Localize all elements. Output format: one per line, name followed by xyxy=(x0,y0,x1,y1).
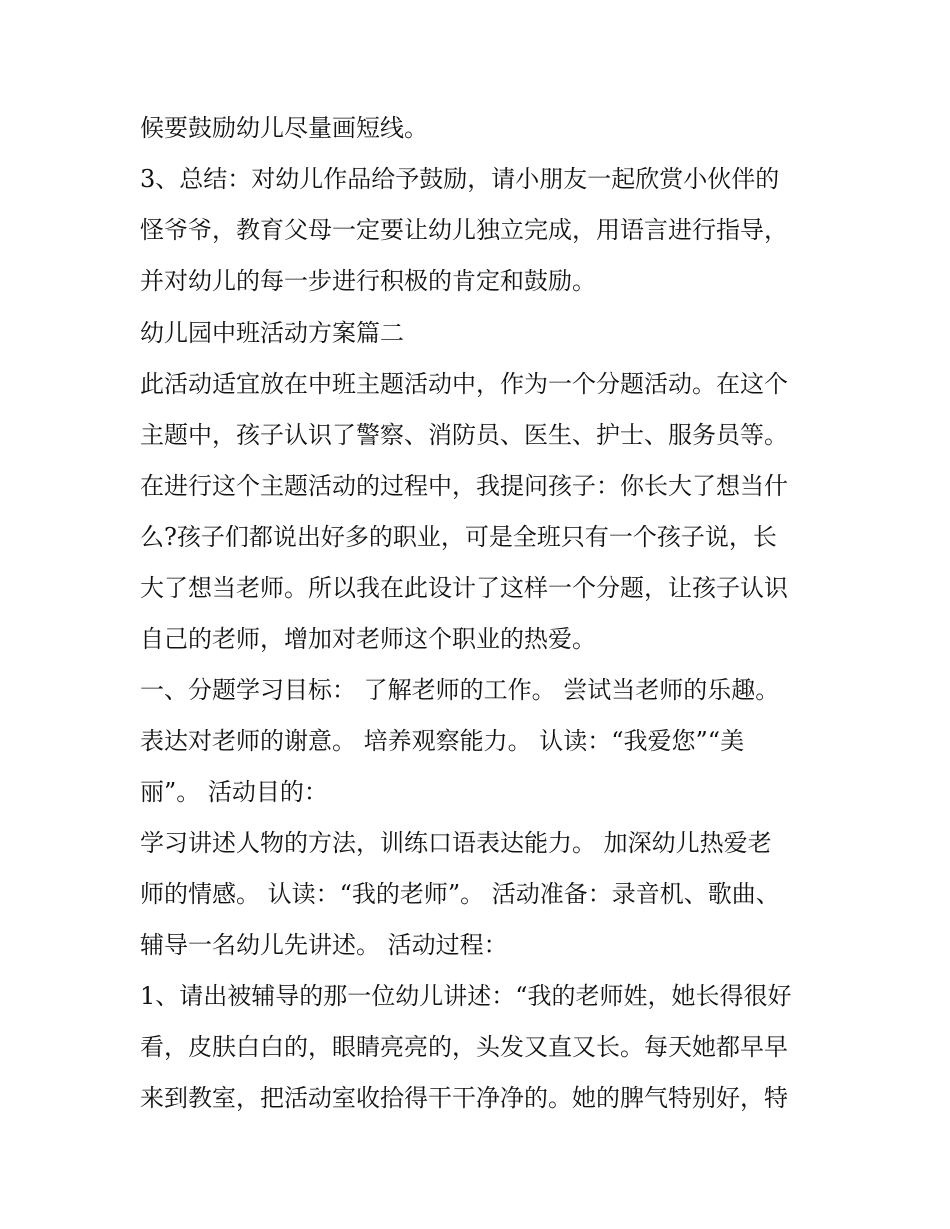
text-line: 学习讲述人物的方法，训练口语表达能力。 加深幼儿热爱老 xyxy=(140,829,772,857)
text-line: 候要鼓励幼儿尽量画短线。 xyxy=(140,114,428,142)
text-line: 表达对老师的谢意。 培养观察能力。 认读：“我爱您”“美 xyxy=(140,727,745,755)
text-line: 主题中，孩子认识了警察、消防员、医生、护士、服务员等。 xyxy=(140,421,788,449)
text-line: 此活动适宜放在中班主题活动中，作为一个分题活动。在这个 xyxy=(140,370,788,398)
text-line: 辅导一名幼儿先讲述。 活动过程： xyxy=(140,931,508,959)
text-line: 在进行这个主题活动的过程中，我提问孩子：你长大了想当什 xyxy=(140,472,788,500)
text-line: 自己的老师，增加对老师这个职业的热爱。 xyxy=(140,625,596,653)
text-line: 怪爷爷，教育父母一定要让幼儿独立完成，用语言进行指导， xyxy=(140,216,788,244)
text-line: 大了想当老师。所以我在此设计了这样一个分题，让孩子认识 xyxy=(140,574,788,602)
text-line: 并对幼儿的每一步进行积极的肯定和鼓励。 xyxy=(140,267,596,295)
text-line: 看，皮肤白白的，眼睛亮亮的，头发又直又长。每天她都早早 xyxy=(140,1033,788,1061)
text-line: 3、总结：对幼儿作品给予鼓励，请小朋友一起欣赏小伙伴的 xyxy=(140,165,780,193)
text-line: 来到教室，把活动室收拾得干干净净的。她的脾气特别好，特 xyxy=(140,1084,788,1112)
text-line: 师的情感。 认读：“我的老师”。 活动准备：录音机、歌曲、 xyxy=(140,880,780,908)
text-line: 一、分题学习目标： 了解老师的工作。 尝试当老师的乐趣。 xyxy=(140,676,780,704)
text-line: 丽”。 活动目的： xyxy=(140,778,328,806)
text-line: 么?孩子们都说出好多的职业，可是全班只有一个孩子说，长 xyxy=(140,523,777,551)
text-line: 1、请出被辅导的那一位幼儿讲述：“我的老师姓，她长得很好 xyxy=(140,982,792,1010)
section-heading: 幼儿园中班活动方案篇二 xyxy=(140,319,404,347)
